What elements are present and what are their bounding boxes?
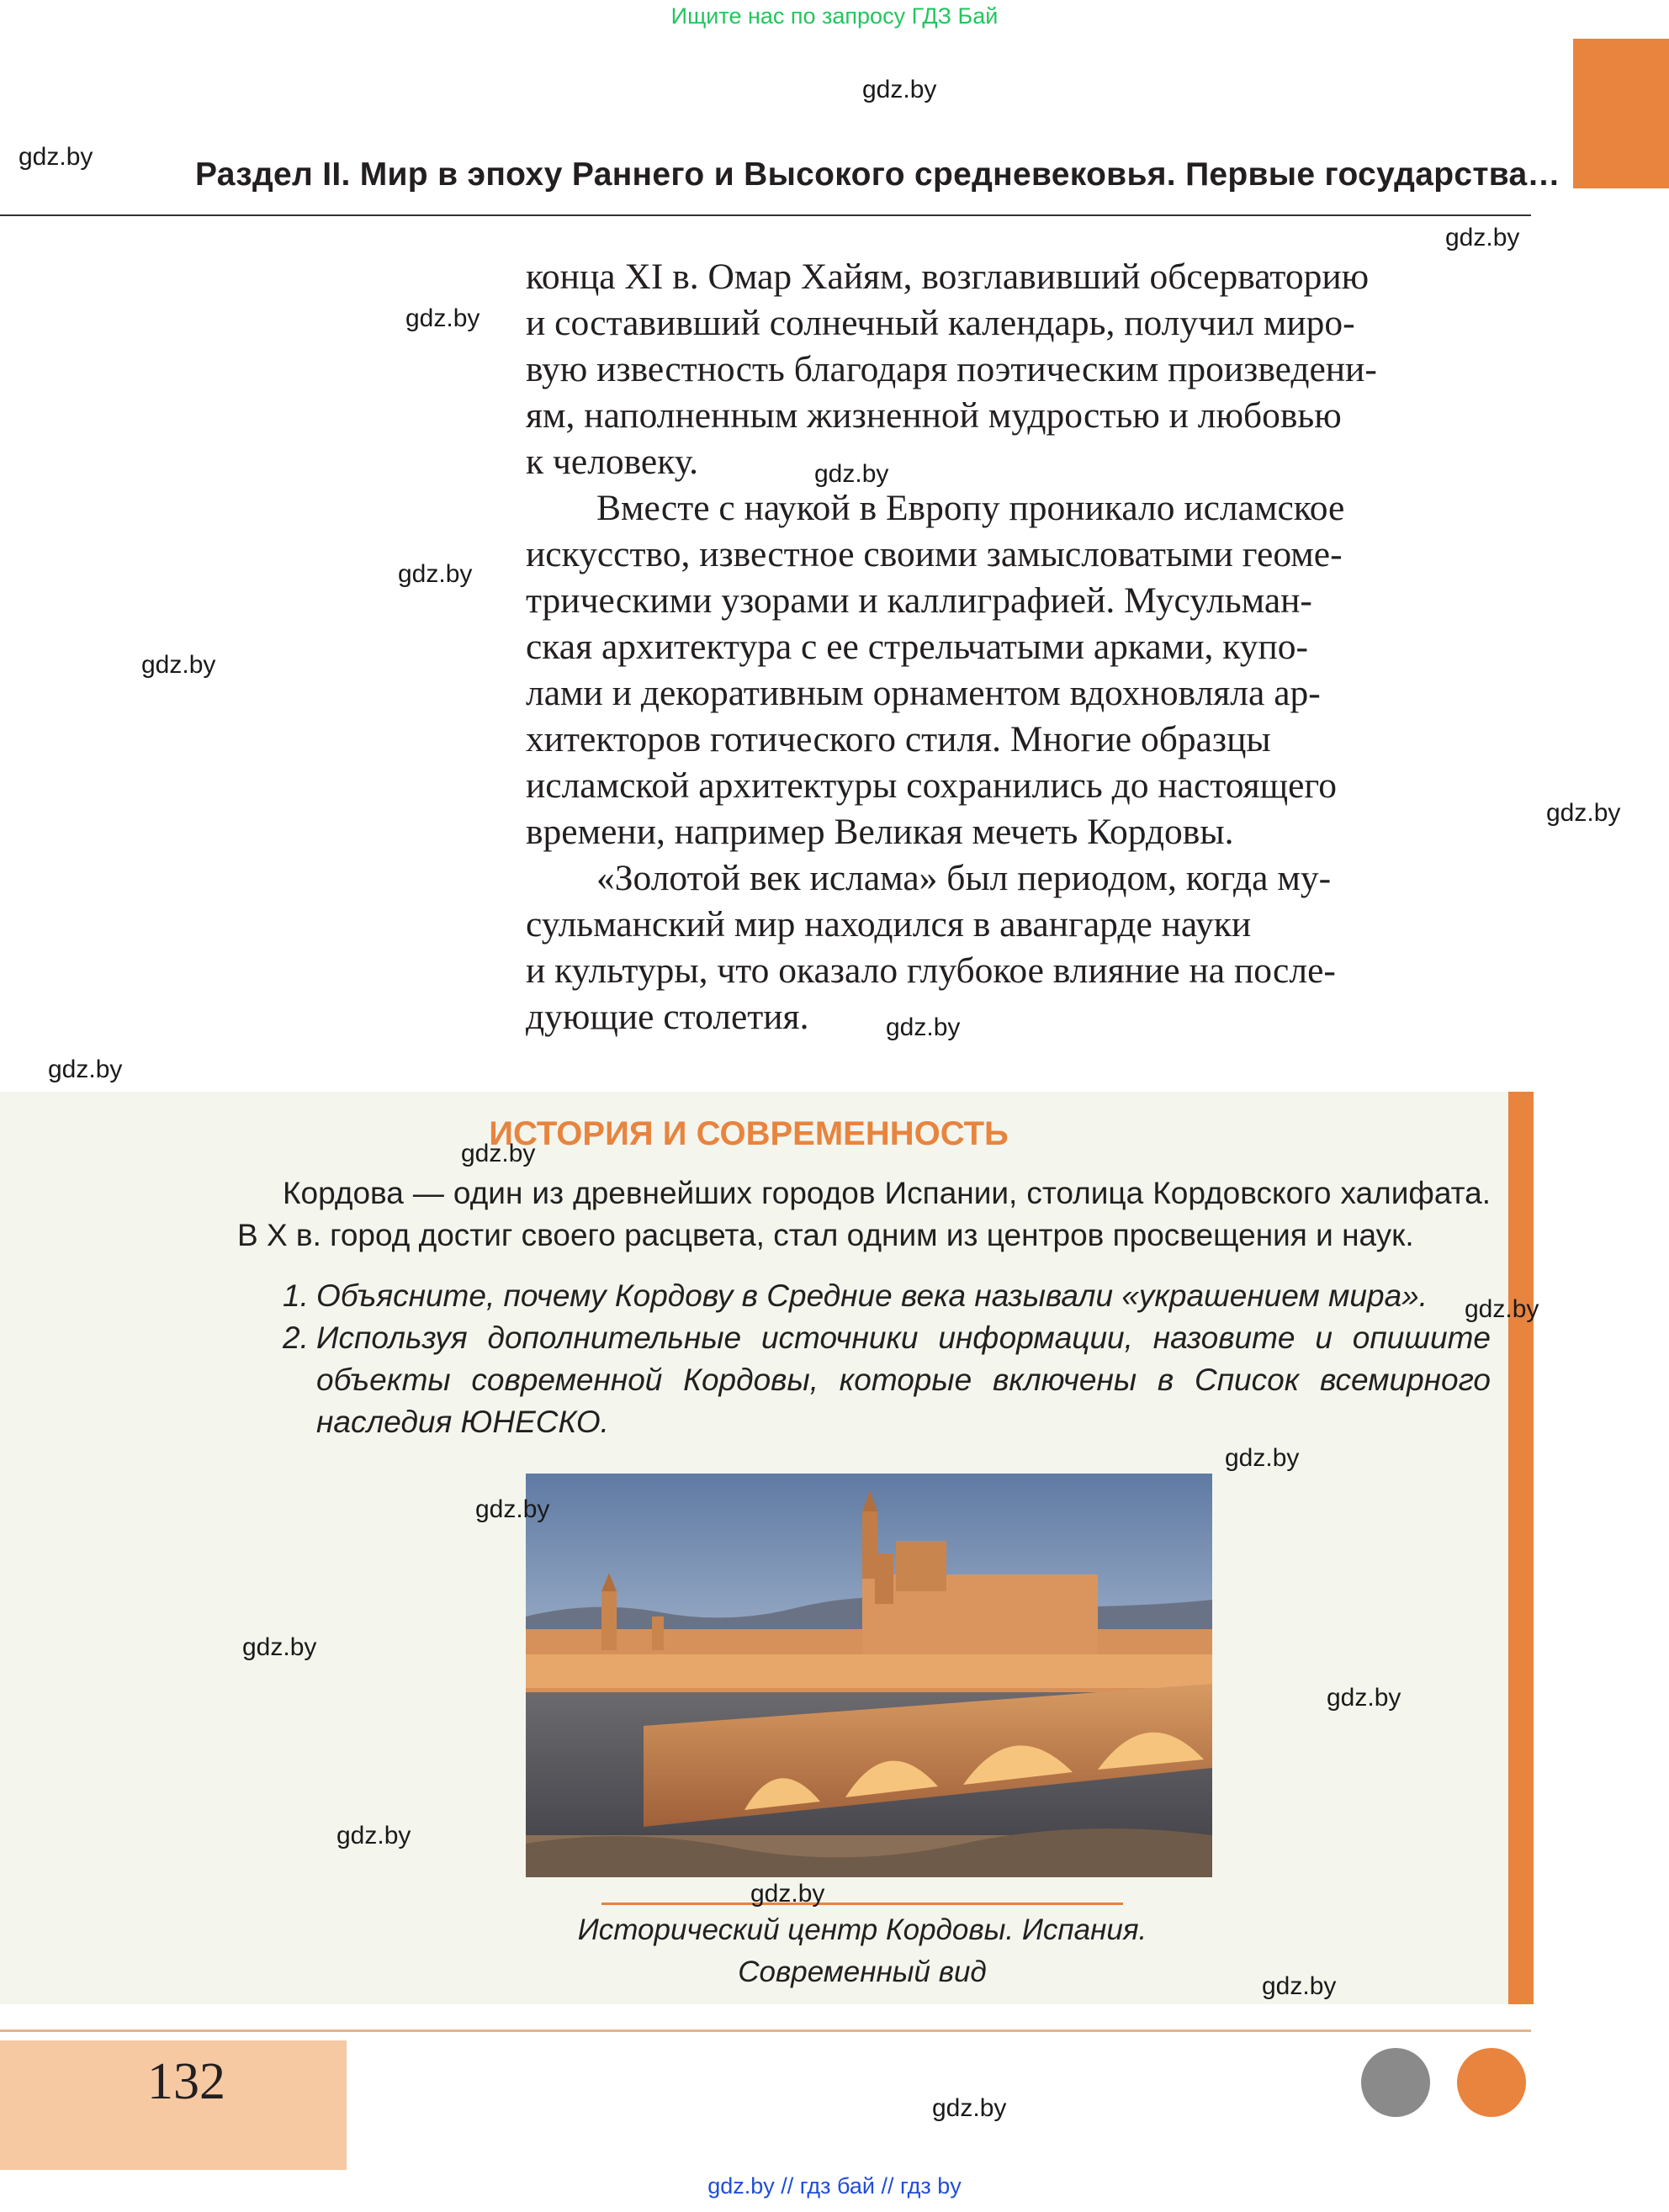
watermark: gdz.by (750, 1880, 825, 1908)
watermark: gdz.by (932, 2094, 1007, 2122)
text-line: дующие столетия. (526, 997, 809, 1037)
watermark: gdz.by (1262, 1972, 1337, 2000)
text-line: к человеку. (526, 442, 699, 482)
question-item (283, 1275, 1491, 1317)
search-banner[interactable]: Ищите нас по запросу ГДЗ Бай (670, 3, 999, 29)
watermark: gdz.by (461, 1140, 536, 1167)
watermark: gdz.by (475, 1495, 550, 1523)
watermark: gdz.by (48, 1056, 123, 1083)
caption-line: Исторический центр Кордовы. Испания. (577, 1913, 1147, 1946)
watermark: gdz.by (814, 460, 889, 488)
watermark: gdz.by (1445, 224, 1520, 251)
watermark: gdz.by (19, 143, 93, 171)
paragraph-1 (526, 254, 1529, 485)
watermark: gdz.by (1225, 1444, 1300, 1472)
cordoba-photo (526, 1474, 1212, 1877)
text-line: конца XI в. Омар Хайям, возглавивший обсерваторию (526, 257, 1370, 297)
text-line: Вместе с наукой в Европу проникало исламское (596, 488, 1345, 528)
watermark: gdz.by (1327, 1684, 1401, 1712)
text-line: искусство, известное своими замысловатыми геоме- (526, 534, 1343, 574)
paragraph-2 (526, 485, 1529, 855)
history-box-title: ИСТОРИЯ И СОВРЕМЕННОСТЬ (489, 1115, 1009, 1152)
watermark: gdz.by (336, 1822, 411, 1850)
text-line: и составивший солнечный календарь, получил миро- (526, 303, 1355, 343)
caption-line: Современный вид (738, 1955, 987, 1988)
watermark: gdz.by (242, 1633, 317, 1661)
text-line: «Золотой век ислама» был периодом, когда му- (596, 858, 1332, 898)
watermark: gdz.by (405, 304, 480, 332)
watermark: gdz.by (1546, 799, 1621, 827)
question-number: 1. (283, 1278, 309, 1313)
watermark: gdz.by (141, 651, 216, 679)
gray-circle-icon (1361, 2048, 1430, 2117)
question-item (283, 1317, 1491, 1443)
text-line: хитекторов готического стиля. Многие образцы (526, 719, 1271, 759)
text-line: времени, например Великая мечеть Кордовы. (526, 812, 1234, 852)
text-line: ям, наполненным жизненной мудростью и любовью (526, 395, 1342, 436)
question-text: Объясните, почему Кордову в Средние века называли «украшением мира». (316, 1278, 1428, 1313)
text-line: сульманский мир находился в авангарде науки (526, 904, 1252, 945)
text-line: и культуры, что оказало глубокое влияние на после- (526, 950, 1336, 991)
bottom-links[interactable]: gdz.by // гдз бай // гдз by (707, 2173, 962, 2199)
text-line: ская архитектура с ее стрельчатыми арками, купо- (526, 627, 1309, 667)
watermark: gdz.by (886, 1013, 961, 1041)
history-box-bar (1508, 1092, 1534, 2004)
text-line: вую известность благодаря поэтическим произведени- (526, 349, 1377, 389)
body-text (526, 254, 1529, 1040)
question-text: Используя дополнительные источники информации, назовите и опишите объекты современной Кордовы, которые включены в Список всемирного наследия ЮНЕСКО. (316, 1320, 1491, 1439)
paragraph-3 (526, 855, 1529, 1040)
section-tab (1573, 39, 1669, 188)
footer-divider (0, 2029, 1531, 2032)
text-line: исламской архитектуры сохранились до настоящего (526, 765, 1337, 806)
watermark: gdz.by (862, 76, 937, 103)
questions-list (283, 1275, 1491, 1443)
orange-circle-icon (1457, 2048, 1526, 2117)
watermark: gdz.by (398, 560, 473, 588)
page-number: 132 (147, 2053, 225, 2110)
history-box-paragraph: Кордова — один из древнейших городов Испании, столица Кордовского халифата. В X в. город достиг своего расцвета, стал одним из центров просвещения и наук. (237, 1176, 1491, 1252)
question-number: 2. (283, 1320, 309, 1355)
caption-divider (601, 1902, 1123, 1905)
header-divider (0, 214, 1531, 216)
photo-caption (505, 1909, 1220, 1993)
section-header: Раздел II. Мир в эпоху Раннего и Высокого средневековья. Первые государства… (195, 156, 1560, 193)
text-line: лами и декоративным орнаментом вдохновляла ар- (526, 673, 1321, 713)
watermark: gdz.by (1465, 1295, 1539, 1323)
text-line: трическими узорами и каллиграфией. Мусульман- (526, 580, 1312, 621)
